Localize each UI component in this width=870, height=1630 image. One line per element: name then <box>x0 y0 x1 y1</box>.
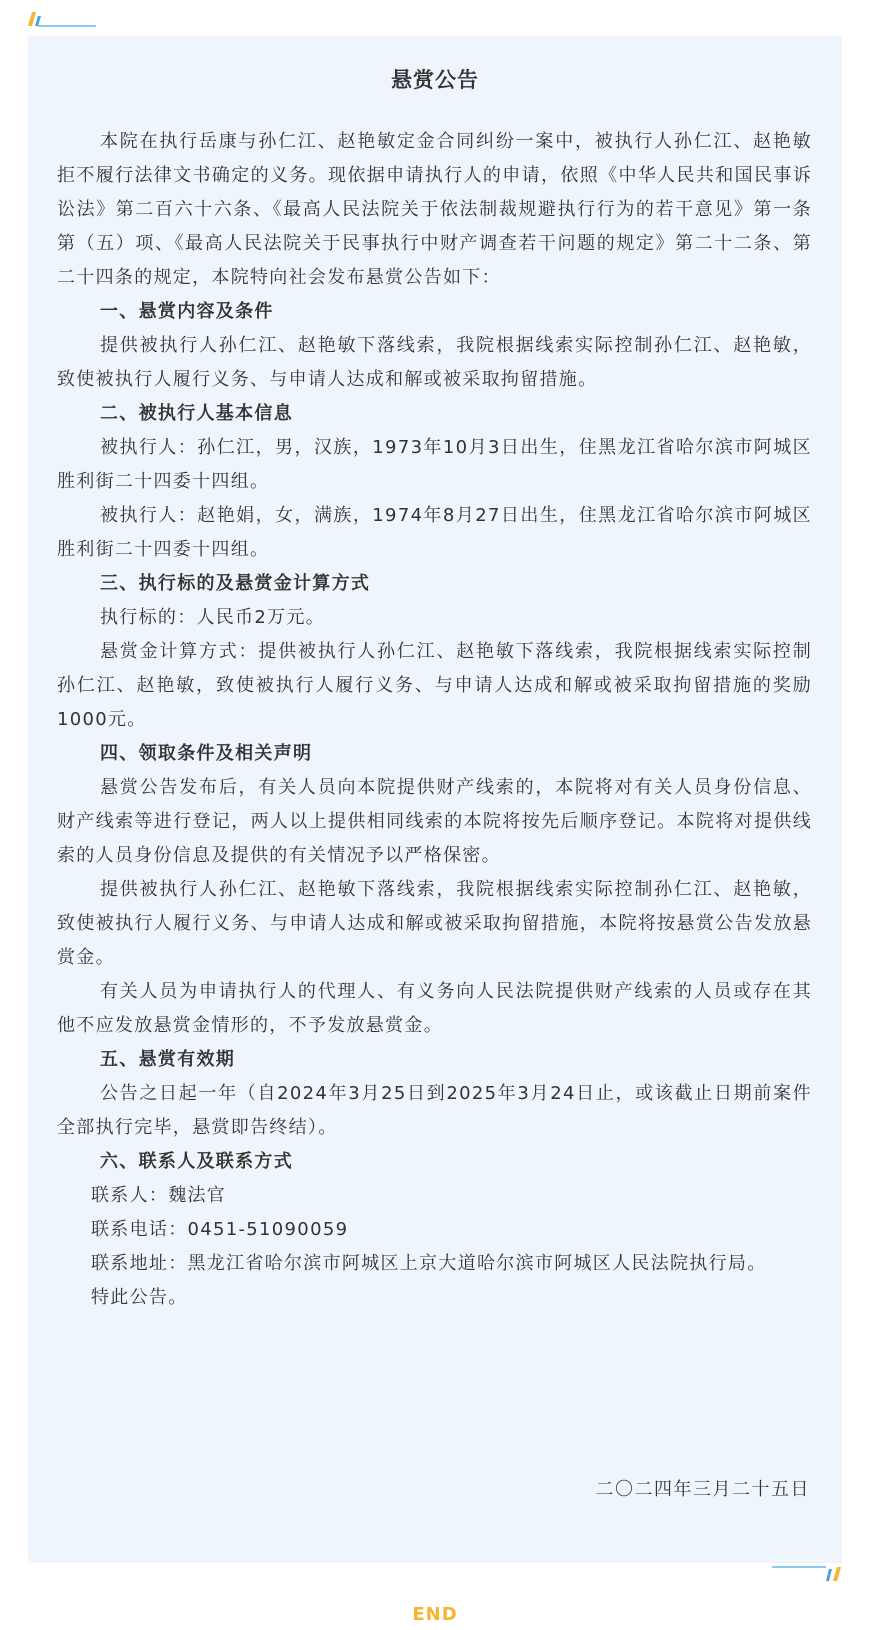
notice-body <box>57 125 812 1315</box>
contact-person: 联系人：魏法官 <box>91 1185 227 1206</box>
notice-date: 二〇二四年三月二十五日 <box>595 1479 810 1500</box>
contact-phone: 联系电话：0451-51090059 <box>91 1219 349 1240</box>
section-heading-contact: 六、联系人及联系方式 <box>100 1151 293 1172</box>
end-label: END <box>412 1604 458 1625</box>
claim-conditions-paragraph-1: 悬赏公告发布后，有关人员向本院提供财产线索的，本院将对有关人员身份信息、财产线索等进行登记，两人以上提供相同线索的本院将按先后顺序登记。本院将对提供线索的人员身份信息及提供的有关情况予以严格保密。 <box>57 777 812 866</box>
section-heading-claim-conditions: 四、领取条件及相关声明 <box>100 743 313 764</box>
bottom-right-corner-decoration <box>770 1565 842 1583</box>
reward-calculation-paragraph: 悬赏金计算方式：提供被执行人孙仁江、赵艳敏下落线索，我院根据线索实际控制孙仁江、赵艳敏，致使被执行人履行义务、与申请人达成和解或被采取拘留措施的奖励1000元。 <box>57 641 812 730</box>
section-heading-reward-conditions: 一、悬赏内容及条件 <box>100 301 274 322</box>
execution-target-paragraph: 执行标的：人民币2万元。 <box>100 607 326 628</box>
section-heading-person-info: 二、被执行人基本信息 <box>100 403 293 424</box>
section-heading-validity: 五、悬赏有效期 <box>100 1049 236 1070</box>
person-info-paragraph-1: 被执行人：孙仁江，男，汉族，1973年10月3日出生，住黑龙江省哈尔滨市阿城区胜利街二十四委十四组。 <box>57 437 812 492</box>
reward-conditions-paragraph: 提供被执行人孙仁江、赵艳敏下落线索，我院根据线索实际控制孙仁江、赵艳敏，致使被执行人履行义务、与申请人达成和解或被采取拘留措施。 <box>57 335 812 390</box>
closing-statement: 特此公告。 <box>91 1287 188 1308</box>
intro-paragraph: 本院在执行岳康与孙仁江、赵艳敏定金合同纠纷一案中，被执行人孙仁江、赵艳敏拒不履行法律文书确定的义务。现依据申请执行人的申请，依照《中华人民共和国民事诉讼法》第二百六十六条、《最高人民法院关于依法制裁规避执行行为的若干意见》第一条第（五）项、《最高人民法院关于民事执行中财产调查若干问题的规定》第二十二条、第二十四条的规定，本院特向社会发布悬赏公告如下： <box>57 131 812 288</box>
claim-conditions-paragraph-2: 提供被执行人孙仁江、赵艳敏下落线索，我院根据线索实际控制孙仁江、赵艳敏，致使被执行人履行义务、与申请人达成和解或被采取拘留措施，本院将按悬赏公告发放悬赏金。 <box>57 879 812 968</box>
validity-paragraph: 公告之日起一年（自2024年3月25日到2025年3月24日止，或该截止日期前案件全部执行完毕，悬赏即告终结）。 <box>57 1083 812 1138</box>
person-info-paragraph-2: 被执行人：赵艳娟，女，满族，1974年8月27日出生，住黑龙江省哈尔滨市阿城区胜利街二十四委十四组。 <box>57 505 812 560</box>
claim-conditions-paragraph-3: 有关人员为申请执行人的代理人、有义务向人民法院提供财产线索的人员或存在其他不应发放悬赏金情形的，不予发放悬赏金。 <box>57 981 812 1036</box>
notice-title: 悬赏公告 <box>391 68 479 92</box>
contact-address: 联系地址：黑龙江省哈尔滨市阿城区上京大道哈尔滨市阿城区人民法院执行局。 <box>91 1253 767 1274</box>
section-heading-reward-calculation: 三、执行标的及悬赏金计算方式 <box>100 573 371 594</box>
top-left-corner-decoration <box>26 10 106 30</box>
